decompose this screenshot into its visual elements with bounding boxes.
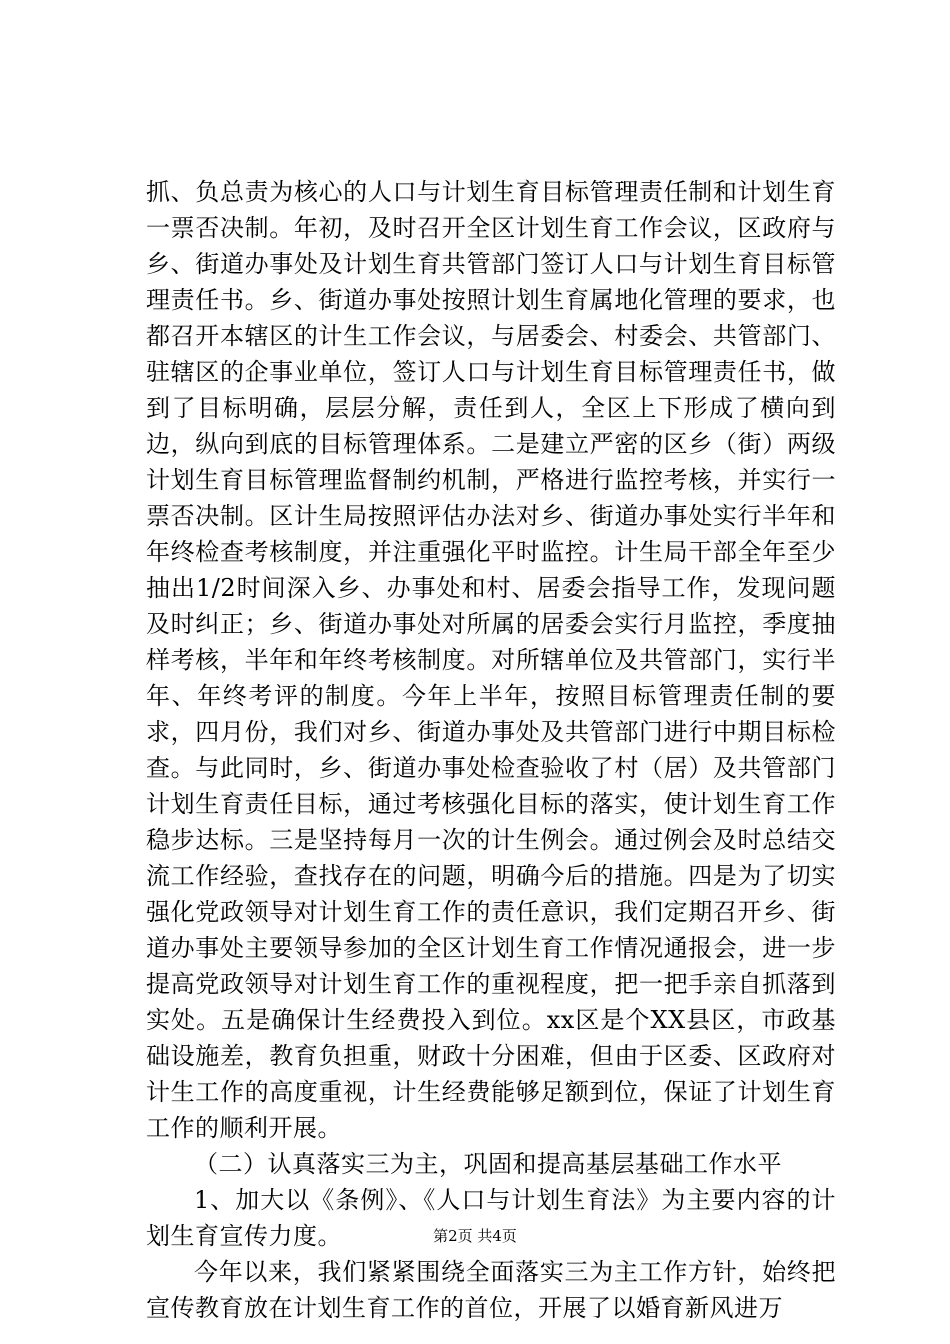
- section-heading-grassroots-work: （二）认真落实三为主，巩固和提高基层基础工作水平: [194, 1150, 782, 1178]
- page-number-footer: 第2页 共4页: [433, 1227, 517, 1245]
- paragraph-publicity-education: 今年以来，我们紧紧围绕全面落实三为主工作方针，始终把宣传教育放在计划生育工作的首位，开展了以婚育新风进万: [146, 1258, 836, 1322]
- document-body: [146, 174, 836, 1326]
- subsection-heading-publicity: 1、加大以《条例》、《人口与计划生育法》为主要内容的计划生育宣传力度。: [146, 1186, 836, 1250]
- paragraph-responsibility-system: 抓、负总责为核心的人口与计划生育目标管理责任制和计划生育一票否决制。年初，及时召开全区计划生育工作会议，区政府与乡、街道办事处及计划生育共管部门签订人口与计划生育目标管理责任书。乡、街道办事处按照计划生育属地化管理的要求，也都召开本辖区的计生工作会议，与居委会、村委会、共管部门、驻辖区的企事业单位，签订人口与计划生育目标管理责任书，做到了目标明确，层层分解，责任到人，全区上下形成了横向到边，纵向到底的目标管理体系。二是建立严密的区乡（街）两级计划生育目标管理监督制约机制，严格进行监控考核，并实行一票否决制。区计生局按照评估办法对乡、街道办事处实行半年和年终检查考核制度，并注重强化平时监控。计生局干部全年至少抽出1/2时间深入乡、办事处和村、居委会指导工作，发现问题及时纠正；乡、街道办事处对所属的居委会实行月监控，季度抽样考核，半年和年终考核制度。对所辖单位及共管部门，实行半年、年终考评的制度。今年上半年，按照目标管理责任制的要求，四月份，我们对乡、街道办事处及共管部门进行中期目标检查。与此同时，乡、街道办事处检查验收了村（居）及共管部门计划生育责任目标，通过考核强化目标的落实，使计划生育工作稳步达标。三是坚持每月一次的计生例会。通过例会及时总结交流工作经验，查找存在的问题，明确今后的措施。四是为了切实强化党政领导对计划生育工作的责任意识，我们定期召开乡、街道办事处主要领导参加的全区计划生育工作情况通报会，进一步提高党政领导对计划生育工作的重视程度，把一把手亲自抓落到实处。五是确保计生经费投入到位。xx区是个XX县区，市政基础设施差，教育负担重，财政十分困难，但由于区委、区政府对计生工作的高度重视，计生经费能够足额到位，保证了计划生育工作的顺利开展。: [146, 178, 836, 1142]
